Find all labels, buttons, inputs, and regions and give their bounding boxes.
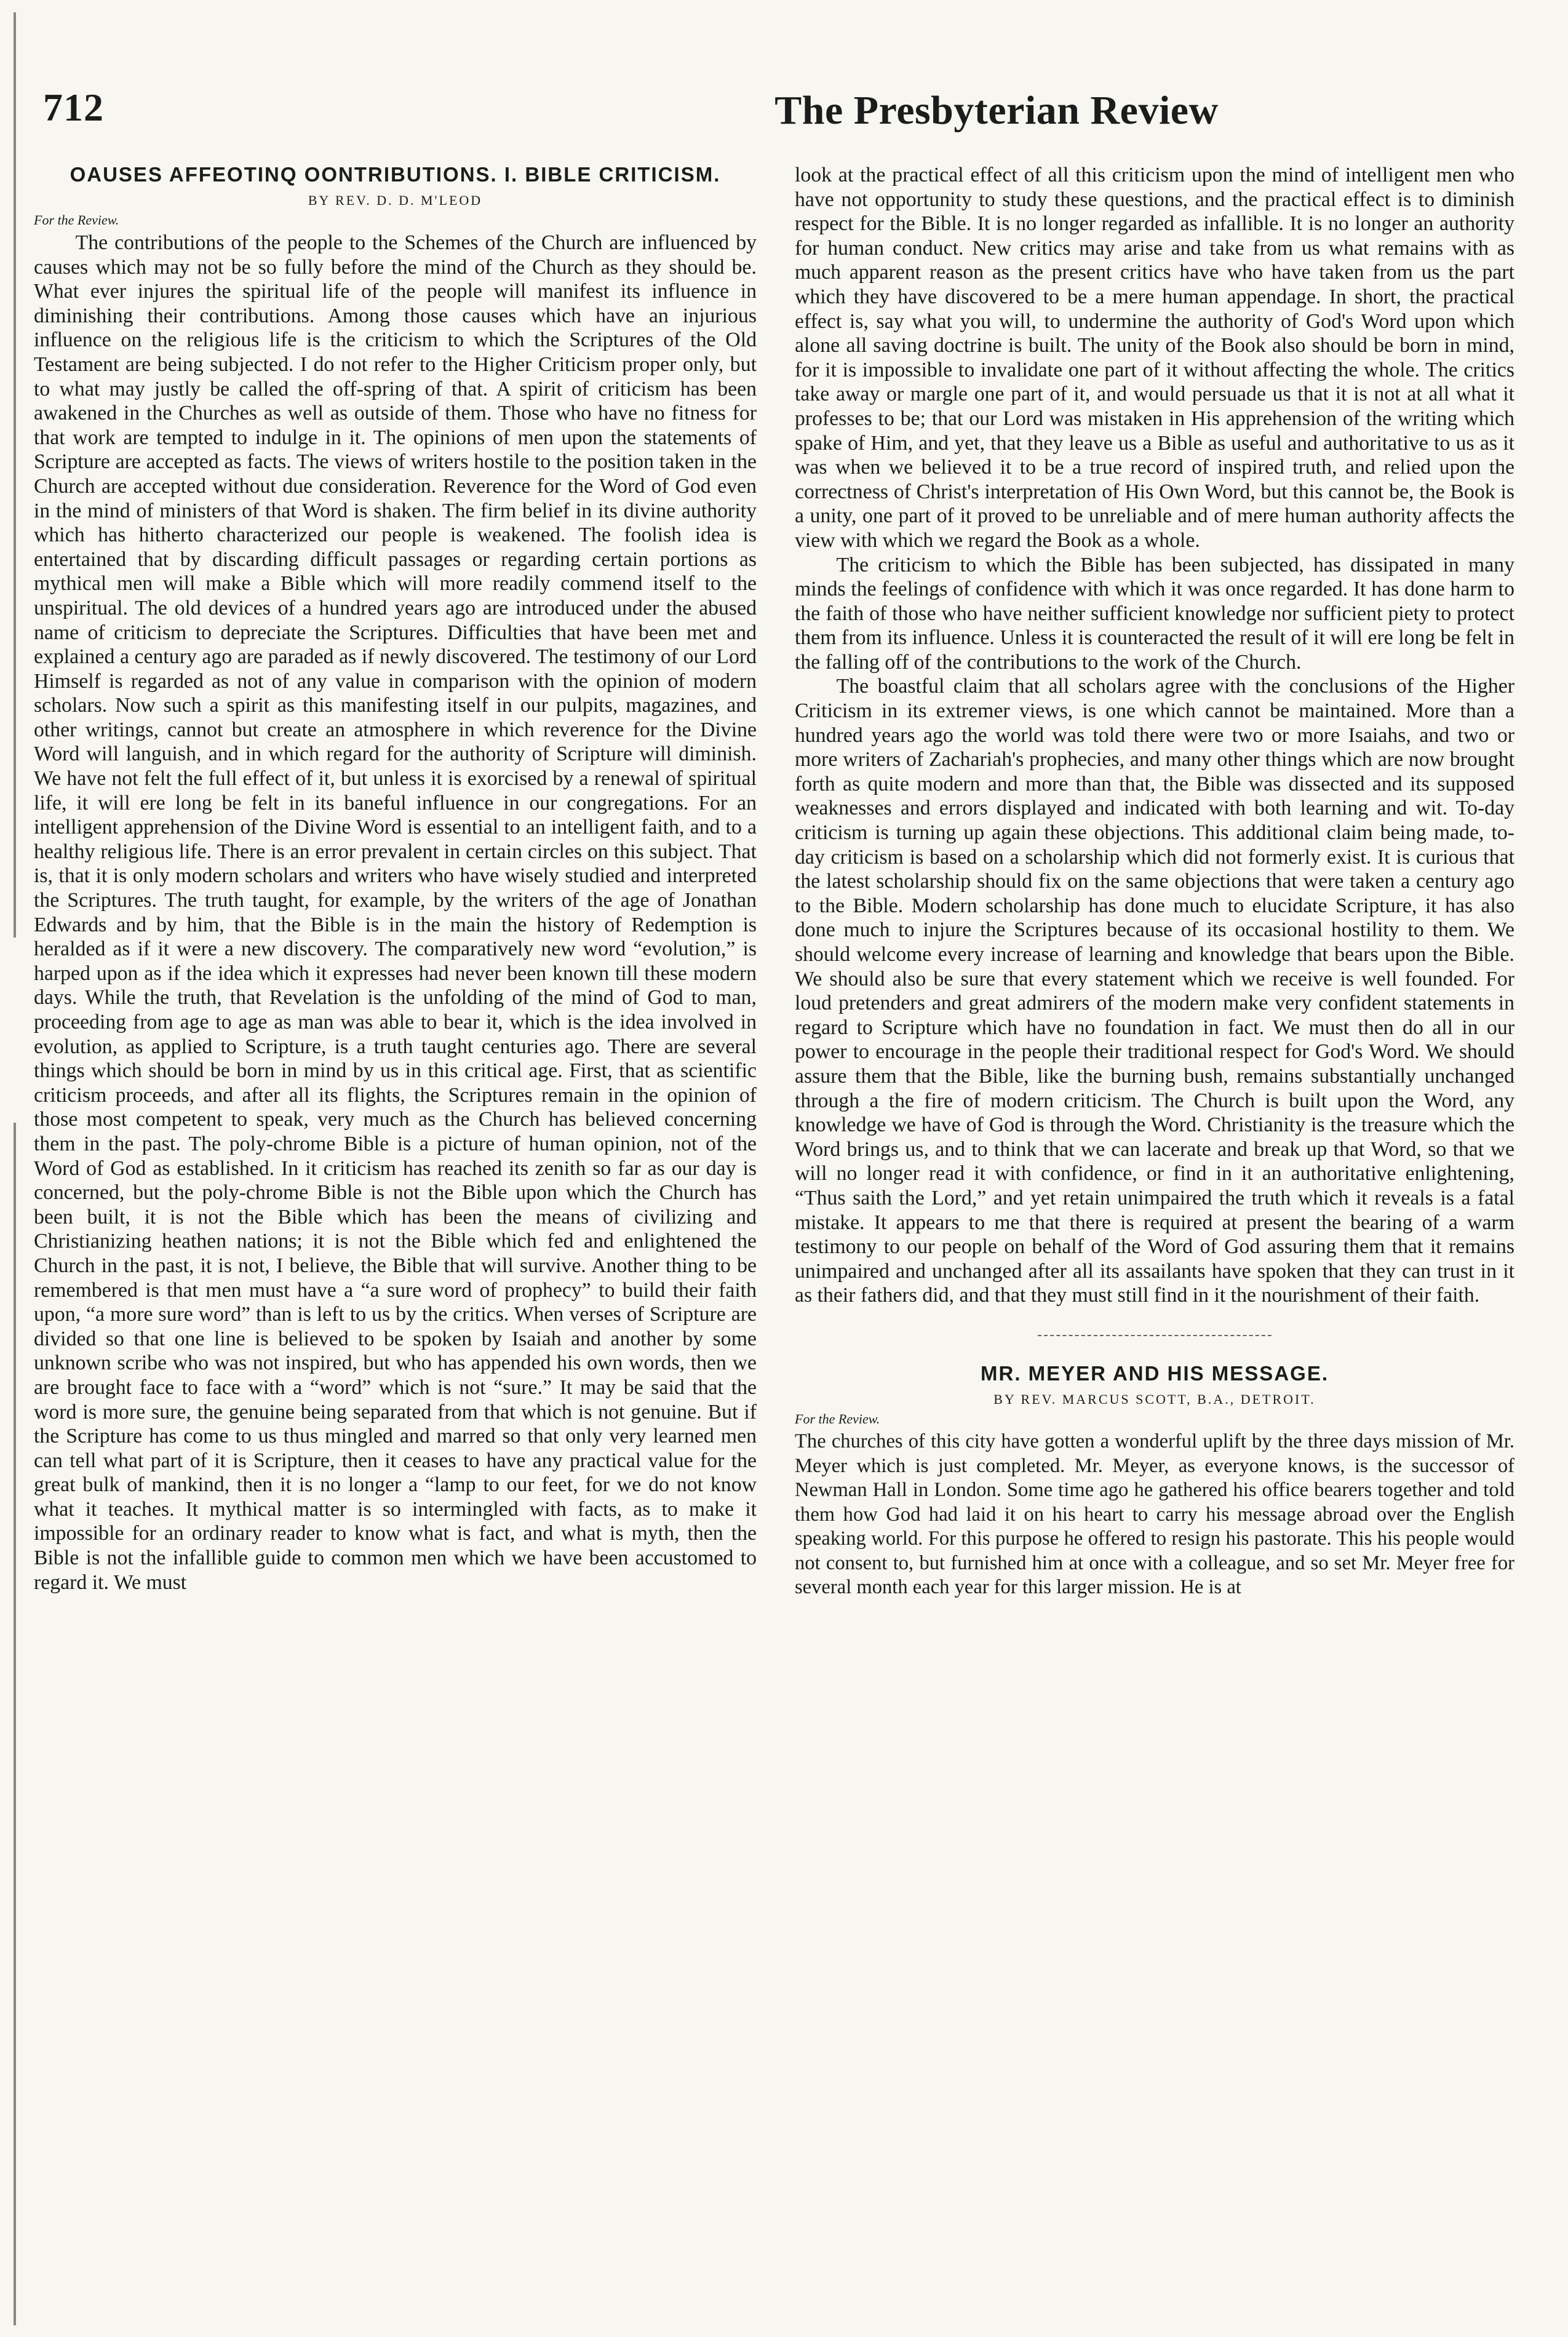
article-paragraph: look at the practical effect of all this criticism upon the mind of intelligent men who have not opportunity to study these questions, and the practical effect is to diminish respect for the Bible. It is no longer regarded as infallible. It is no longer an authority for human conduct. New critics may arise and take from us what remains with as much apparent reason as the present critics have who have taken from us the part which they have discovered to be a mere human appendage. In short, the practical effect is, say what you will, to undermine the authority of God's Word upon which alone all saving doctrine is built. The unity of the Book also should be born in mind, for it is impossible to invalidate one part of it without affecting the whole. The critics take away or margle one part of it, and would persuade us that it is not at all what it professes to be; that our Lord was mistaken in His apprehension of the writing which spake of Him, and yet, that they leave us a Bible as useful and authoritative to us as it was when we believed it to be a true record of inspired truth, and relied upon the correctness of Christ's interpretation of His Own Word, but this cannot be, the Book is a unity, one part of it proved to be unreliable and of mere human authority affects the view with which we regard the Book as a whole. (795, 164, 1514, 552)
article-title: MR. MEYER AND HIS MESSAGE. (981, 1361, 1329, 1385)
second-article (795, 1362, 1514, 1600)
right-column (795, 163, 1514, 1600)
left-column (34, 163, 757, 1594)
article-title: OAUSES AFFEOTINQ OONTRIBUTIONS. I. BIBLE CRITICISM. (70, 163, 721, 186)
article-byline: BY REV. D. D. M'LEOD (308, 193, 483, 208)
running-title: The Presbyterian Review (774, 88, 1219, 133)
section-divider (1038, 1335, 1272, 1336)
article-byline: BY REV. MARCUS SCOTT, B.A., DETROIT. (993, 1391, 1316, 1407)
for-review-note: For the Review. (34, 212, 119, 228)
article-paragraph: The boastful claim that all scholars agree with the conclusions of the Higher Criticism in its extremer views, is one which cannot be maintained. More than a hundred years ago the world was told there were two or more Isaiahs, and two or more writers of Zachariah's prophecies, and many other things which are now brought forth as quite modern and more than that, the Bible was dissected and its supposed weaknesses and errors displayed and indicated with both learning and wit. To-day criticism is turning up again these objections. This additional claim being made, to-day criticism is based on a scholarship which did not formerly exist. It is curious that the latest scholarship should fix on the same objections that were taken a century ago to the Bible. Modern scholarship has done much to elucidate Scripture, it has also done much to injure the Scriptures because of its occasional hostility to them. We should welcome every increase of learning and knowledge that bears upon the Bible. We should also be sure that every statement which we receive is well founded. For loud pretenders and great admirers of the modern make very confident statements in regard to Scripture which have no foundation in fact. We must then do all in our power to encourage in the people their traditional respect for God's Word. We should assure them that the Bible, like the burning bush, remains substantially unchanged through a the fire of modern criticism. The Church is built upon the Word, any knowledge we have of God is through the Word. Christianity is the treasure which the Word brings us, and to think that we can lacerate and break up that Word, so that we will no longer read it with confidence, or find in it an authoritative enlightening, “Thus saith the Lord,” and yet retain unimpaired the truth which it reveals is a fatal mistake. It appears to me that there is required at present the bearing of a warm testimony to our people on behalf of the Word of God assuring them that it remains unimpaired and unchanged after all its assailants have spoken that they can trust in it as their fathers did, and that they must still find in it the nourishment of their faith. (795, 675, 1514, 1307)
for-review-note: For the Review. (795, 1411, 880, 1427)
article-paragraph: The contributions of the people to the Schemes of the Church are influenced by causes which may not be so fully before the mind of the Church as they should be. What ever injures the spiritual life of the people will manifest its influence in diminishing their contributions. Among those causes which have an injurious influence on the religious life is the criticism to which the Scriptures of the Old Testament are being subjected. I do not refer to the Higher Criticism proper only, but to what may justly be called the off-spring of that. A spirit of criticism has been awakened in the Churches as well as outside of them. Those who have no fitness for that work are tempted to indulge in it. The opinions of men upon the statements of Scripture are accepted as facts. The views of writers hostile to the position taken in the Church are accepted without due consideration. Reverence for the Word of God even in the mind of ministers of that Word is shaken. The firm belief in its divine authority which has hitherto characterized our people is weakened. The foolish idea is entertained that by discarding difficult passages or regarding certain portions as mythical men will make a Bible which will more readily commend itself to the unspiritual. The old devices of a hundred years ago are introduced under the abused name of criticism to depreciate the Scriptures. Difficulties that have been met and explained a century ago are paraded as if newly discovered. The testimony of our Lord Himself is regarded as not of any value in comparison with the opinion of modern scholars. Now such a spirit as this manifesting itself in our pulpits, magazines, and other writings, cannot but create an atmosphere in which reverence for the Divine Word will languish, and in which regard for the authority of Scripture will diminish. We have not felt the full effect of it, but unless it is exorcised by a renewal of spiritual life, it will ere long be felt in its baneful influence in our congregations. For an intelligent apprehension of the Divine Word is essential to an intelligent faith, and to a healthy religious life. There is an error prevalent in certain circles on this subject. That is, that it is only modern scholars and writers who have wisely studied and interpreted the Scriptures. The truth taught, for example, by the writers of the age of Jonathan Edwards and by him, that the Bible is in the main the history of Redemption is heralded as if it were a new discovery. The comparatively new word “evolution,” is harped upon as if the idea which it expresses had never been known till these modern days. While the truth, that Revelation is the unfolding of the mind of God to man, proceeding from age to age as man was able to bear it, which is the idea involved in evolution, as applied to Scripture, is a truth taught centuries ago. There are several things which should be born in mind by us in this critical age. First, that as scientific criticism proceeds, and after all its flights, the Scriptures remain in the opinion of those most competent to speak, very much as the Church has believed concerning them in the past. The poly-chrome Bible is a picture of human opinion, not of the Word of God as established. In it criticism has reached its zenith so far as our day is concerned, but the poly-chrome Bible is not the Bible upon which the Church has been built, it is not the Bible which has been the means of civilizing and Christianizing heathen nations; it is not the Bible which fed and enlightened the Church in the past, it is not, I believe, the Bible that will survive. Another thing to be remembered is that men must have a “a sure word of prophecy” to build their faith upon, “a more sure word” than is left to us by the critics. When verses of Scripture are divided so that one line is believed to be spoken by Isaiah and another by some unknown scribe who was not inspired, but who has appended his own words, then we are brought face to face with a “word” which is not “sure.” It may be said that the word is more sure, the genuine being separated from that which is not genuine. But if the Scripture has come to us thus mingled and marred so that only very learned men can tell what part of it is Scripture, then it ceases to have any practical value for the great bulk of mankind, then it is no longer a “lamp to our feet, for we do not know what it teaches. It mythical matter is so intermingled with facts, as to make it impossible for an ordinary reader to know what is fact, and what is myth, then the Bible is not the infallible guide to common men which we have been accustomed to regard it. We must (34, 231, 757, 1594)
left-margin-rule (14, 12, 16, 2325)
article-paragraph: The criticism to which the Bible has been subjected, has dissipated in many minds the feelings of confidence with which it was once regarded. It has done harm to the faith of those who have neither sufficient knowledge nor sufficient piety to protect them from its influence. Unless it is counteracted the result of it will ere long be felt in the falling off of the contributions to the work of the Church. (795, 553, 1514, 674)
article-paragraph: The churches of this city have gotten a wonderful uplift by the three days mission of Mr. Meyer which is just completed. Mr. Meyer, as everyone knows, is the successor of Newman Hall in London. Some time ago he gathered his office bearers together and told them how God had laid it on his heart to carry his message abroad over the English speaking world. For this purpose he offered to resign his pastorate. This his people would not consent to, but furnished him at once with a colleague, and so set Mr. Meyer free for several month each year for this larger mission. He is at (795, 1430, 1514, 1599)
page-number: 712 (43, 86, 104, 129)
